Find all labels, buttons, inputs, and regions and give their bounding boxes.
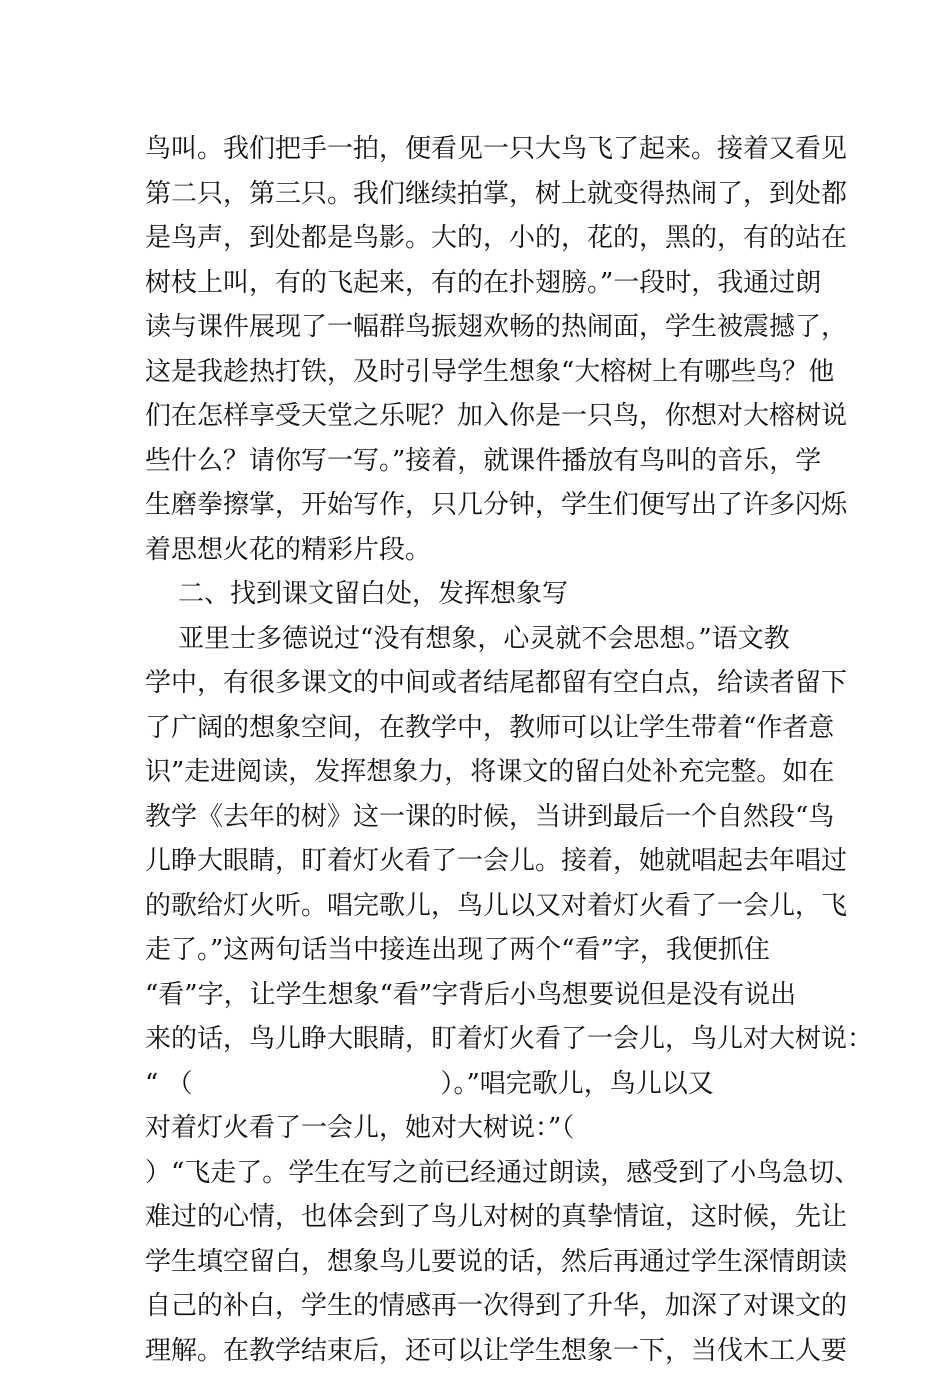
text-line: 识”走进阅读，发挥想象力，将课文的留白处补充完整。如在 — [145, 750, 825, 795]
text-line: 理解。在教学结束后，还可以让学生想象一下，当伐木工人要 — [145, 1329, 825, 1373]
text-line: 读与课件展现了一幅群鸟振翅欢畅的热闹面，学生被震撼了， — [145, 305, 825, 350]
text-line: 学生填空留白，想象鸟儿要说的话，然后再通过学生深情朗读 — [145, 1240, 825, 1285]
text-line: 自己的补白，学生的情感再一次得到了升华，加深了对课文的 — [145, 1284, 825, 1329]
text-line: 来的话，鸟儿睁大眼睛，盯着灯火看了一会儿，鸟儿对大树说： — [145, 1017, 825, 1062]
section-heading: 二、找到课文留白处，发挥想象写 — [145, 572, 825, 617]
text-line: 学中，有很多课文的中间或者结尾都留有空白点，给读者留下 — [145, 661, 825, 706]
text-line: 是鸟声，到处都是鸟影。大的，小的，花的，黑的，有的站在 — [145, 216, 825, 261]
text-line: “看”字，让学生想象“看”字背后小鸟想要说但是没有说出 — [145, 973, 825, 1018]
text-line: 儿睁大眼睛，盯着灯火看了一会儿。接着，她就唱起去年唱过 — [145, 839, 825, 884]
text-line: 教学《去年的树》这一课的时候，当讲到最后一个自然段“鸟 — [145, 795, 825, 840]
text-line: 着思想火花的精彩片段。 — [145, 528, 825, 573]
text-line: 难过的心情，也体会到了鸟儿对树的真挚情谊，这时候，先让 — [145, 1195, 825, 1240]
text-line: 的歌给灯火听。唱完歌儿，鸟儿以又对着灯火看了一会儿，飞 — [145, 884, 825, 929]
text-line: 们在怎样享受天堂之乐呢？加入你是一只鸟，你想对大榕树说 — [145, 394, 825, 439]
text-line: 第二只，第三只。我们继续拍掌，树上就变得热闹了，到处都 — [145, 172, 825, 217]
text-line: 些什么？请你写一写。”接着，就课件播放有鸟叫的音乐，学 — [145, 439, 825, 484]
text-line: 树枝上叫，有的飞起来，有的在扑翅膀。”一段时，我通过朗 — [145, 261, 825, 306]
text-line: 这是我趁热打铁，及时引导学生想象“大榕树上有哪些鸟？他 — [145, 350, 825, 395]
body-text — [145, 127, 825, 1373]
text-line: 亚里士多德说过“没有想象，心灵就不会思想。”语文教 — [145, 617, 825, 662]
text-line: ）“飞走了。学生在写之前已经通过朗读，感受到了小鸟急切、 — [145, 1151, 825, 1196]
text-line: 了广阔的想象空间，在教学中，教师可以让学生带着“作者意 — [145, 706, 825, 751]
text-line: 生磨拳擦掌，开始写作，只几分钟，学生们便写出了许多闪烁 — [145, 483, 825, 528]
text-line: 对着灯火看了一会儿，她对大树说：”（ — [145, 1106, 825, 1151]
text-line: 走了。”这两句话当中接连出现了两个“看”字，我便抓住 — [145, 928, 825, 973]
text-line: “ （ ）。”唱完歌儿，鸟儿以又 — [145, 1062, 825, 1107]
text-line: 鸟叫。我们把手一拍，便看见一只大鸟飞了起来。接着又看见 — [145, 127, 825, 172]
